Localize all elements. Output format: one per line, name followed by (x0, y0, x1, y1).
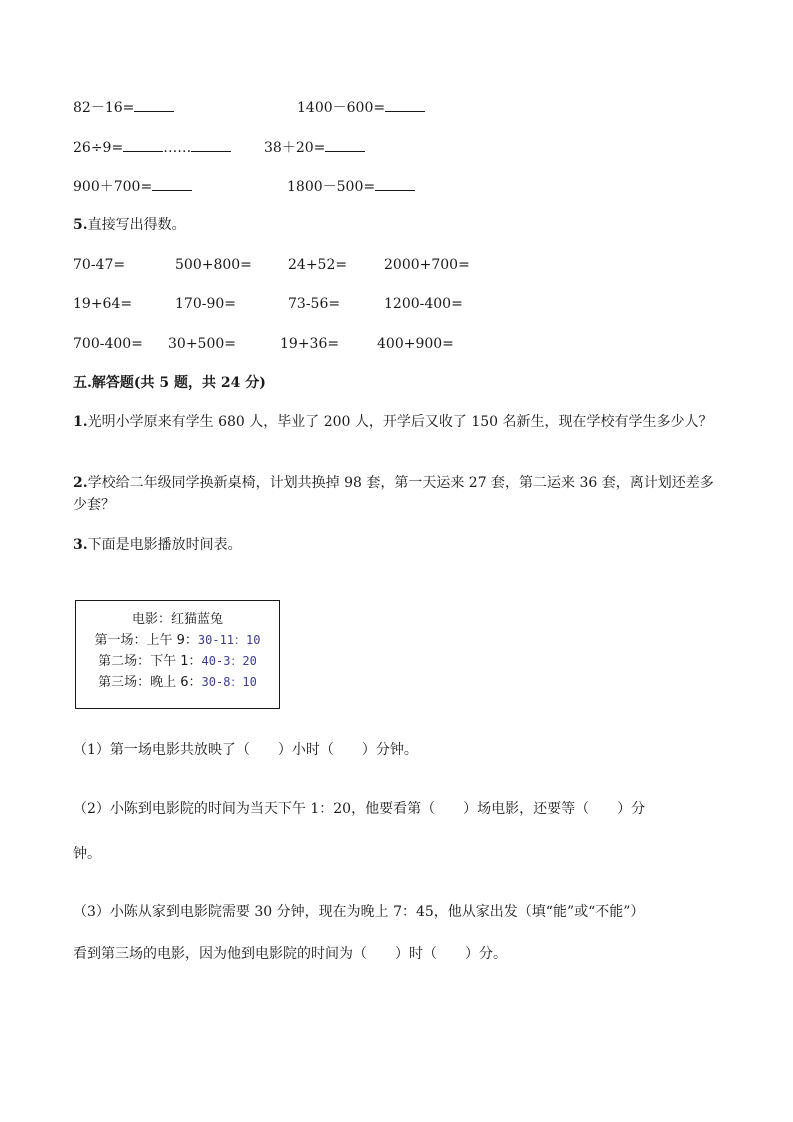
question-text: 光明小学原来有学生 680 人，毕业了 200 人，开学后又收了 150 名新生，现在学校有学生多少人？ (87, 414, 713, 430)
question-number: 2. (73, 475, 88, 491)
schedule-row (76, 651, 279, 672)
schedule-time: 30-11：10 (197, 633, 261, 647)
question-3 (73, 536, 242, 554)
calc-item: 70-47= (73, 257, 126, 273)
calc-item: 30+500= (168, 336, 236, 352)
schedule-row (76, 672, 279, 693)
remainder-dots: …… (163, 140, 192, 156)
calc-item: 1200-400= (384, 296, 463, 312)
arith-item (73, 176, 192, 196)
schedule-label: 第二场：下午 1： (98, 654, 202, 669)
calc-item: 2000+700= (384, 257, 470, 273)
arith-item (264, 137, 365, 157)
calc-item: 170-90= (175, 296, 236, 312)
question-number: 5. (73, 217, 88, 233)
question-number: 1. (73, 414, 88, 430)
arith-item (297, 97, 425, 117)
expression: 26÷9= (73, 140, 124, 156)
subquestion-1: （1）第一场电影共放映了（ ）小时（ ）分钟。 (73, 742, 418, 758)
answer-blank[interactable] (123, 137, 163, 152)
schedule-label: 第一场：上午 9： (94, 633, 198, 648)
expression: 1800－500= (287, 179, 376, 195)
remainder-blank[interactable] (191, 137, 231, 152)
subquestion-3-line-1: （3）小陈从家到电影院需要 30 分钟，现在为晚上 7：45，他从家出发（填“能”或“不能”） (73, 904, 645, 920)
question-2 (73, 472, 723, 516)
expression: 38＋20= (264, 140, 326, 156)
calc-item: 19+36= (280, 336, 340, 352)
question-text: 学校给二年级同学换新桌椅，计划共换掉 98 套，第一天运来 27 套，第二运来 36 套，离计划还差多少套？ (73, 475, 714, 513)
answer-blank[interactable] (134, 97, 174, 112)
arith-item (73, 137, 231, 157)
answer-blank[interactable] (375, 176, 415, 191)
arith-item (73, 97, 174, 117)
subquestion-2-line-1: （2）小陈到电影院的时间为当天下午 1：20，他要看第（ ）场电影，还要等（ ）分 (73, 801, 646, 817)
question-5-heading (73, 216, 186, 234)
answer-blank[interactable] (325, 137, 365, 152)
question-prompt: 直接写出得数。 (87, 217, 186, 233)
calc-item: 500+800= (175, 257, 252, 273)
question-number: 3. (73, 537, 88, 553)
calc-item: 19+64= (73, 296, 133, 312)
calc-item: 73-56= (288, 296, 341, 312)
schedule-time: 30-8：10 (201, 675, 257, 689)
schedule-title: 电影：红猫蓝兔 (131, 612, 223, 627)
question-text: 下面是电影播放时间表。 (87, 537, 242, 553)
calc-item: 24+52= (288, 257, 348, 273)
schedule-label: 第三场：晚上 6： (98, 675, 202, 690)
calc-item: 400+900= (377, 336, 454, 352)
answer-blank[interactable] (385, 97, 425, 112)
section-title: 五.解答题(共 5 题，共 24 分) (73, 375, 266, 391)
expression: 900＋700= (73, 179, 153, 195)
arith-item (287, 176, 415, 196)
schedule-row (76, 630, 279, 651)
subquestion-3-line-2: 看到第三场的电影，因为他到电影院的时间为（ ）时（ ）分。 (73, 946, 507, 962)
subquestion-2-line-2: 钟。 (73, 846, 101, 862)
answer-blank[interactable] (152, 176, 192, 191)
schedule-time: 40-3：20 (201, 654, 257, 668)
calc-item: 700-400= (73, 336, 143, 352)
expression: 1400－600= (297, 100, 386, 116)
expression: 82－16= (73, 100, 135, 116)
movie-schedule-table (75, 600, 280, 709)
question-1 (73, 411, 723, 433)
